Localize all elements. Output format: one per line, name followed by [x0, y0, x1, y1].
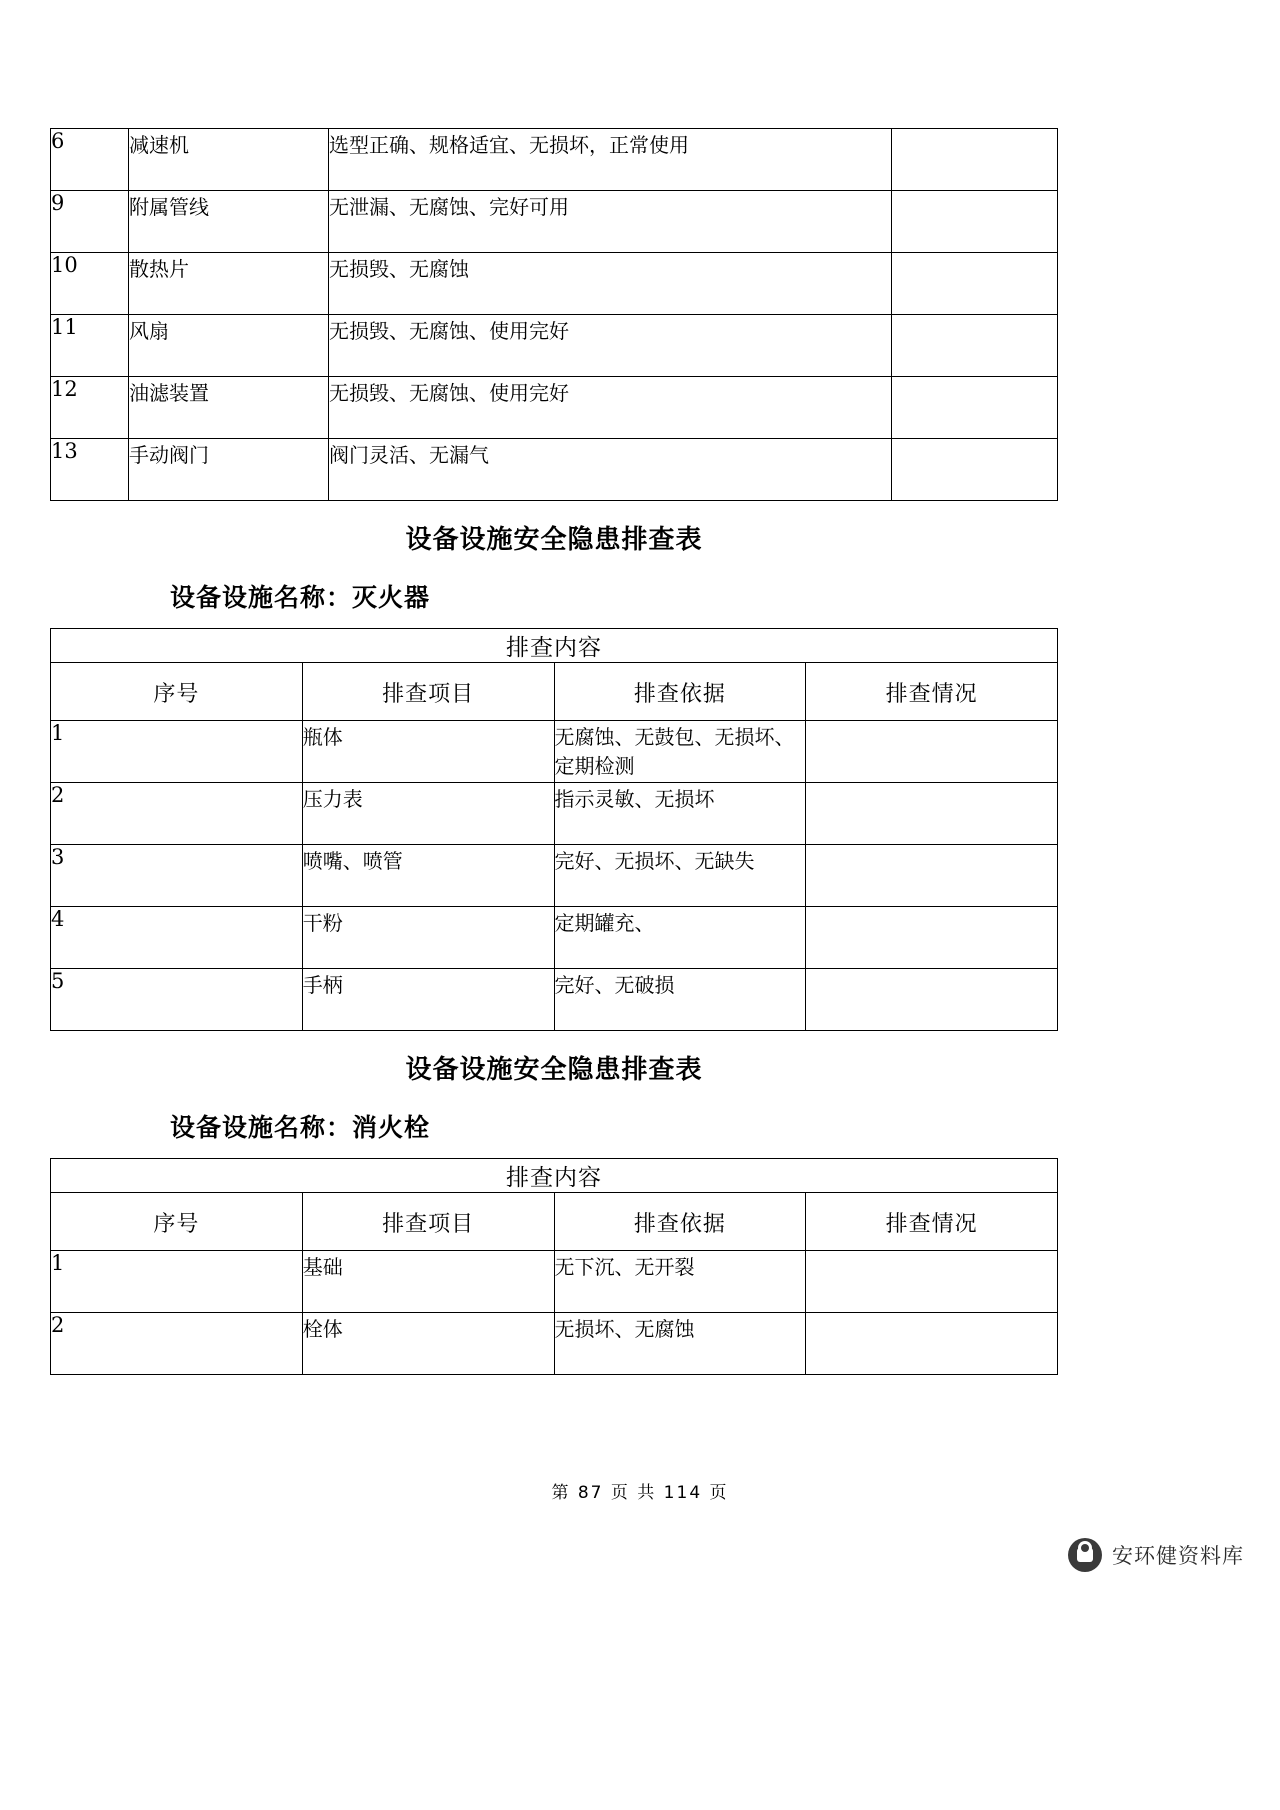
row-status[interactable]	[806, 1251, 1058, 1313]
page-content	[50, 128, 1058, 1375]
page-title: 设备设施安全隐患排查表	[405, 525, 703, 555]
table-row	[51, 721, 1058, 783]
row-basis: 无下沉、无开裂	[554, 1251, 806, 1313]
table-row	[51, 315, 1058, 377]
table-row	[51, 907, 1058, 969]
table-block-fire-extinguisher	[50, 628, 1058, 1031]
inspection-table-hydrant	[50, 1158, 1058, 1375]
table-block-continued	[50, 128, 1058, 501]
row-index: 5	[51, 969, 303, 1031]
table-header-content	[51, 629, 1058, 663]
row-item: 干粉	[302, 907, 554, 969]
row-status[interactable]	[892, 377, 1058, 439]
table-row	[51, 377, 1058, 439]
watermark	[1068, 1538, 1244, 1572]
header-basis: 排查依据	[554, 1193, 806, 1251]
row-index: 9	[51, 191, 129, 253]
equipment-name-value: 灭火器	[352, 583, 431, 612]
row-status[interactable]	[806, 721, 1058, 783]
table-row	[51, 191, 1058, 253]
row-index: 13	[51, 439, 129, 501]
row-basis: 选型正确、规格适宜、无损坏，正常使用	[329, 129, 892, 191]
row-index: 2	[51, 1313, 303, 1375]
header-status: 排查情况	[806, 1193, 1058, 1251]
row-item: 散热片	[129, 253, 329, 315]
row-item: 喷嘴、喷管	[302, 845, 554, 907]
equipment-name-line	[50, 1108, 1058, 1144]
row-basis: 完好、无损坏、无缺失	[554, 845, 806, 907]
row-index: 1	[51, 721, 303, 783]
row-index: 1	[51, 1251, 303, 1313]
row-basis: 指示灵敏、无损坏	[554, 783, 806, 845]
row-item: 油滤装置	[129, 377, 329, 439]
row-status[interactable]	[892, 129, 1058, 191]
row-basis: 阀门灵活、无漏气	[329, 439, 892, 501]
row-status[interactable]	[806, 1313, 1058, 1375]
row-status[interactable]	[892, 191, 1058, 253]
page-title: 设备设施安全隐患排查表	[405, 1055, 703, 1085]
row-index: 12	[51, 377, 129, 439]
row-index: 11	[51, 315, 129, 377]
equipment-name-value: 消火栓	[352, 1113, 431, 1142]
row-item: 手柄	[302, 969, 554, 1031]
table-header-columns	[51, 663, 1058, 721]
header-status: 排查情况	[806, 663, 1058, 721]
row-item: 瓶体	[302, 721, 554, 783]
header-index: 序号	[51, 663, 303, 721]
row-basis: 定期罐充、	[554, 907, 806, 969]
row-basis: 无腐蚀、无鼓包、无损坏、定期检测	[554, 721, 806, 783]
table-row	[51, 845, 1058, 907]
row-item: 压力表	[302, 783, 554, 845]
content-header-cell: 排查内容	[51, 1159, 1058, 1193]
table-block-hydrant	[50, 1158, 1058, 1375]
row-basis: 无损毁、无腐蚀、使用完好	[329, 315, 892, 377]
equipment-name-line	[50, 578, 1058, 614]
row-status[interactable]	[806, 783, 1058, 845]
row-index: 3	[51, 845, 303, 907]
table-row	[51, 129, 1058, 191]
row-item: 附属管线	[129, 191, 329, 253]
table-header-content	[51, 1159, 1058, 1193]
row-status[interactable]	[892, 439, 1058, 501]
row-item: 风扇	[129, 315, 329, 377]
row-index: 2	[51, 783, 303, 845]
header-index: 序号	[51, 1193, 303, 1251]
table-row	[51, 253, 1058, 315]
inspection-table-continued	[50, 128, 1058, 501]
table-row	[51, 783, 1058, 845]
row-basis: 完好、无破损	[554, 969, 806, 1031]
watermark-text: 安环健资料库	[1112, 1544, 1244, 1568]
wechat-account-icon	[1068, 1538, 1102, 1572]
row-index: 10	[51, 253, 129, 315]
header-item: 排查项目	[302, 1193, 554, 1251]
row-status[interactable]	[806, 845, 1058, 907]
row-status[interactable]	[806, 969, 1058, 1031]
equipment-name-label: 设备设施名称：	[170, 583, 353, 612]
table-row	[51, 1251, 1058, 1313]
row-basis: 无损毁、无腐蚀	[329, 253, 892, 315]
row-status[interactable]	[892, 315, 1058, 377]
table-row	[51, 969, 1058, 1031]
row-basis: 无损坏、无腐蚀	[554, 1313, 806, 1375]
row-index: 6	[51, 129, 129, 191]
row-item: 栓体	[302, 1313, 554, 1375]
row-status[interactable]	[892, 253, 1058, 315]
table-row	[51, 439, 1058, 501]
row-basis: 无损毁、无腐蚀、使用完好	[329, 377, 892, 439]
content-header-cell: 排查内容	[51, 629, 1058, 663]
row-item: 手动阀门	[129, 439, 329, 501]
row-basis: 无泄漏、无腐蚀、完好可用	[329, 191, 892, 253]
page-footer: 第 87 页 共 114 页	[551, 1483, 729, 1503]
inspection-table-fire-extinguisher	[50, 628, 1058, 1031]
table-header-columns	[51, 1193, 1058, 1251]
row-item: 基础	[302, 1251, 554, 1313]
equipment-name-label: 设备设施名称：	[170, 1113, 353, 1142]
table-row	[51, 1313, 1058, 1375]
header-item: 排查项目	[302, 663, 554, 721]
row-item: 减速机	[129, 129, 329, 191]
row-status[interactable]	[806, 907, 1058, 969]
row-index: 4	[51, 907, 303, 969]
header-basis: 排查依据	[554, 663, 806, 721]
